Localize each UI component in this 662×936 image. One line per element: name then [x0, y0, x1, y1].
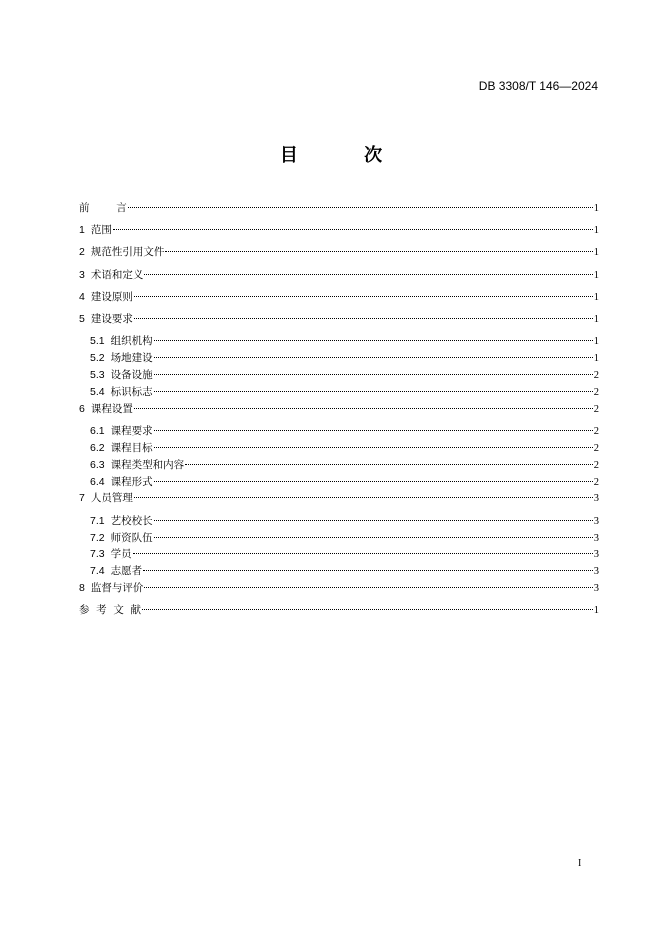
toc-entry-label: 课程设置: [90, 402, 133, 415]
toc-entry-number: 5.2: [90, 352, 105, 365]
toc-entry-number: 7.1: [90, 514, 105, 527]
toc-entry-page: 2: [593, 459, 599, 471]
toc-entry-label: 建设要求: [90, 312, 133, 325]
toc-entry[interactable]: [79, 333, 599, 350]
toc-entry[interactable]: [79, 546, 599, 563]
toc-entry-label: 术语和定义: [90, 268, 144, 281]
toc-entry-label: 课程形式: [110, 475, 153, 488]
toc-entry-page: 3: [593, 532, 599, 544]
toc-entry-label: 标识标志: [110, 385, 153, 398]
toc-entry-page: 2: [593, 442, 599, 454]
toc-entry-label: 课程要求: [110, 424, 153, 437]
toc-dot-leader: [134, 296, 593, 297]
toc-entry-label: 建设原则: [90, 290, 133, 303]
toc-entry-label: 艺校校长: [110, 514, 153, 527]
toc-entry-label: 学员: [110, 548, 132, 561]
toc-entry-number: 5.3: [90, 368, 105, 381]
toc-entry-page: 1: [593, 605, 599, 617]
toc-entry-number: 7.2: [90, 531, 105, 544]
toc-entry-number: 7: [79, 492, 85, 505]
toc-entry[interactable]: [79, 350, 599, 367]
toc-entry-page: 2: [593, 386, 599, 398]
toc-entry[interactable]: [79, 530, 599, 547]
toc-entry-page: 1: [593, 313, 599, 325]
toc-entry[interactable]: [79, 222, 599, 244]
toc-entry-page: 1: [593, 336, 599, 348]
toc-entry-page: 3: [593, 583, 599, 595]
toc-entry[interactable]: [79, 457, 599, 474]
toc-dot-leader: [154, 447, 593, 448]
toc-dot-leader: [154, 481, 593, 482]
toc-entry-number: 8: [79, 582, 85, 595]
toc-entry-number: 2: [79, 246, 85, 259]
toc-entry-label: 规范性引用文件: [90, 246, 165, 259]
toc-entry-number: 5: [79, 312, 85, 325]
toc-entry-number: 6: [79, 402, 85, 415]
table-of-contents: [79, 200, 599, 625]
toc-entry-label: 师资队伍: [110, 531, 153, 544]
toc-entry-label: 参 考 文 献: [79, 604, 142, 617]
toc-title: 目 次: [279, 145, 413, 166]
toc-entry[interactable]: [79, 384, 599, 401]
toc-entry-page: 1: [593, 269, 599, 281]
toc-entry[interactable]: [79, 490, 599, 512]
toc-dot-leader: [134, 408, 593, 409]
toc-entry-label: 人员管理: [90, 492, 133, 505]
toc-dot-leader: [165, 251, 592, 252]
toc-dot-leader: [144, 274, 592, 275]
toc-entry[interactable]: [79, 563, 599, 580]
toc-entry[interactable]: [79, 311, 599, 333]
toc-dot-leader: [128, 207, 593, 208]
toc-entry-page: 3: [593, 493, 599, 505]
toc-entry-number: 3: [79, 268, 85, 281]
toc-entry[interactable]: [79, 580, 599, 602]
toc-entry-label: 场地建设: [110, 352, 153, 365]
toc-dot-leader: [154, 391, 593, 392]
toc-entry-page: 2: [593, 369, 599, 381]
toc-entry-number: 6.3: [90, 458, 105, 471]
toc-entry-number: 6.1: [90, 424, 105, 437]
toc-entry[interactable]: [79, 367, 599, 384]
toc-dot-leader: [154, 340, 593, 341]
document-code: DB 3308/T 146—2024: [478, 79, 598, 93]
toc-entry[interactable]: [79, 474, 599, 491]
toc-entry-label: 范围: [90, 224, 112, 237]
toc-entry-label: 组织机构: [110, 335, 153, 348]
toc-entry-label: 设备设施: [110, 368, 153, 381]
toc-entry-number: 5.1: [90, 335, 105, 348]
toc-dot-leader: [143, 570, 593, 571]
toc-entry[interactable]: [79, 602, 599, 624]
toc-entry-number: 6.4: [90, 475, 105, 488]
toc-entry[interactable]: [79, 289, 599, 311]
toc-entry-number: 6.2: [90, 441, 105, 454]
toc-entry-page: 1: [593, 203, 599, 214]
toc-dot-leader: [133, 553, 593, 554]
toc-dot-leader: [154, 430, 593, 431]
toc-entry[interactable]: [79, 423, 599, 440]
toc-entry-page: 2: [593, 425, 599, 437]
toc-entry-page: 3: [593, 566, 599, 578]
toc-entry-label: 前 言: [79, 202, 127, 214]
toc-dot-leader: [185, 464, 593, 465]
toc-entry-page: 1: [593, 247, 599, 259]
toc-entry-page: 1: [593, 291, 599, 303]
toc-dot-leader: [144, 587, 592, 588]
toc-entry-number: 7.3: [90, 548, 105, 561]
toc-dot-leader: [154, 374, 593, 375]
toc-dot-leader: [154, 537, 593, 538]
toc-entry-number: 7.4: [90, 565, 105, 578]
toc-entry-page: 2: [593, 403, 599, 415]
toc-entry-page: 3: [593, 515, 599, 527]
toc-dot-leader: [154, 520, 593, 521]
toc-dot-leader: [134, 318, 593, 319]
toc-entry-page: 1: [593, 225, 599, 237]
toc-entry-page: 3: [593, 549, 599, 561]
toc-entry[interactable]: [79, 244, 599, 266]
toc-dot-leader: [113, 229, 593, 230]
toc-entry-label: 课程目标: [110, 441, 153, 454]
toc-dot-leader: [142, 609, 593, 610]
toc-entry-number: 5.4: [90, 385, 105, 398]
toc-entry-label: 课程类型和内容: [110, 458, 185, 471]
toc-entry-number: 4: [79, 290, 85, 303]
toc-entry-number: 1: [79, 224, 85, 237]
toc-entry-label: 志愿者: [110, 565, 143, 578]
toc-entry[interactable]: [79, 440, 599, 457]
toc-entry-label: 监督与评价: [90, 582, 144, 595]
toc-entry[interactable]: [79, 401, 599, 423]
toc-entry[interactable]: [79, 513, 599, 530]
toc-entry-page: 1: [593, 353, 599, 365]
toc-dot-leader: [154, 357, 593, 358]
toc-entry-page: 2: [593, 476, 599, 488]
toc-entry[interactable]: [79, 267, 599, 289]
page-number: I: [578, 858, 582, 869]
toc-dot-leader: [134, 497, 593, 498]
toc-entry[interactable]: [79, 200, 599, 222]
